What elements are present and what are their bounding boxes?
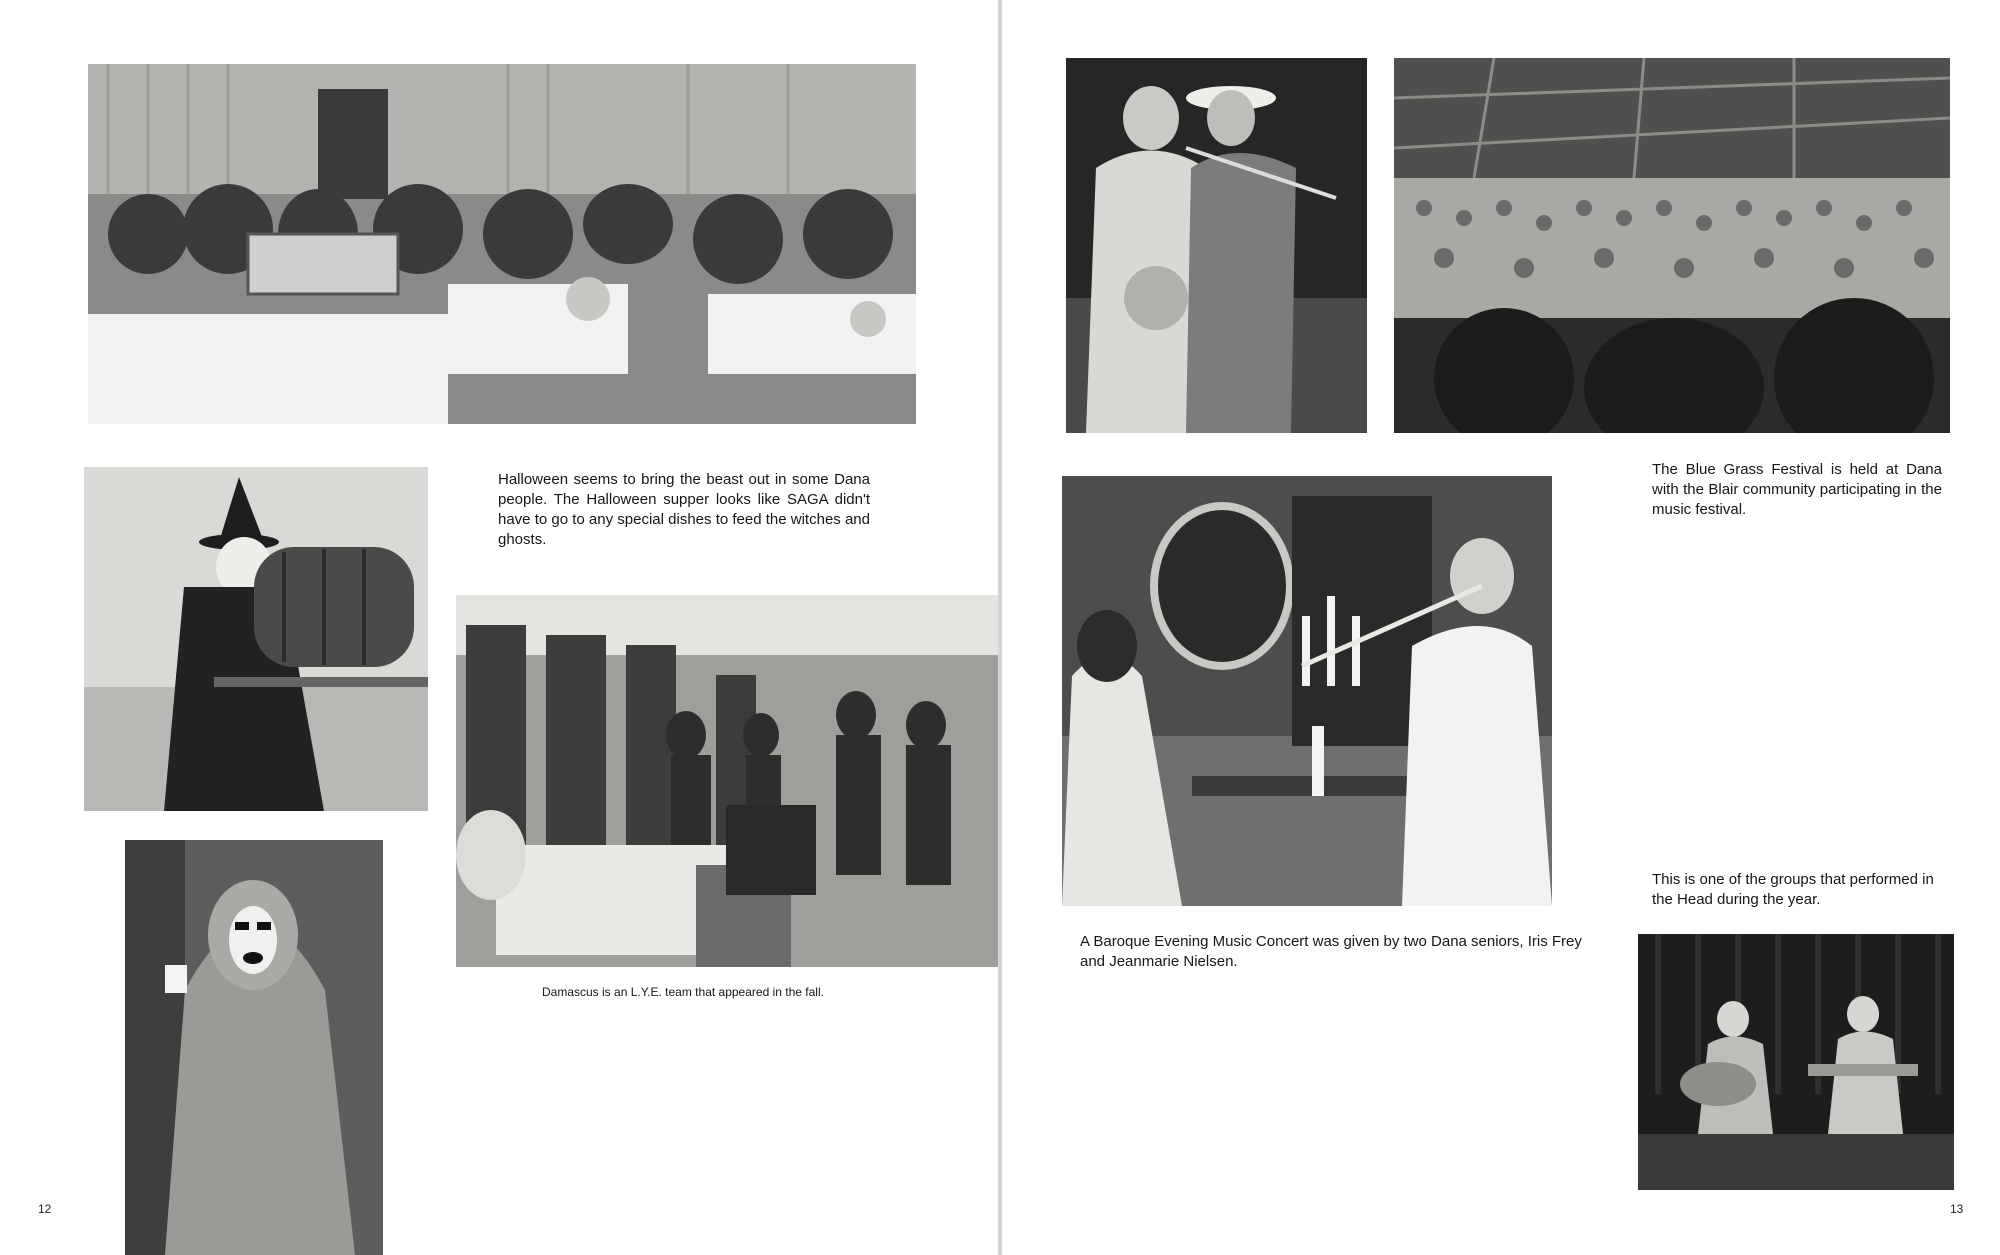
halloween-caption xyxy=(498,470,870,550)
damascus-band-photo xyxy=(456,595,998,967)
head-group-caption xyxy=(1652,870,1952,910)
bluegrass-caption-text: The Blue Grass Festival is held at Dana with the Blair community participating in the music festival. xyxy=(1652,461,1942,518)
baroque-caption-text: A Baroque Evening Music Concert was given by two Dana seniors, Iris Frey and Jeanmarie Nielsen. xyxy=(1080,933,1582,970)
right-page-number: 13 xyxy=(1950,1202,1964,1216)
witch-costume-photo xyxy=(84,467,428,811)
left-page xyxy=(0,0,998,1255)
halloween-supper-photo xyxy=(88,64,916,424)
head-group-caption-text: This is one of the groups that performed in the Head during the year. xyxy=(1652,871,1934,908)
bluegrass-performers-photo xyxy=(1066,58,1367,433)
hooded-ghost-photo xyxy=(125,840,383,1255)
baroque-caption xyxy=(1080,932,1600,972)
festival-audience-photo xyxy=(1394,58,1950,433)
right-page xyxy=(1002,0,2000,1255)
bluegrass-caption xyxy=(1652,460,1942,520)
head-performers-photo xyxy=(1638,934,1954,1190)
left-page-number: 12 xyxy=(38,1202,52,1216)
damascus-caption-text: Damascus is an L.Y.E. team that appeared in the fall. xyxy=(542,985,824,999)
halloween-caption-text: Halloween seems to bring the beast out in some Dana people. The Halloween supper looks like SAGA didn't have to go to any special dishes to feed the witches and ghosts. xyxy=(498,471,870,548)
baroque-concert-photo xyxy=(1062,476,1552,906)
damascus-caption xyxy=(542,984,922,1000)
